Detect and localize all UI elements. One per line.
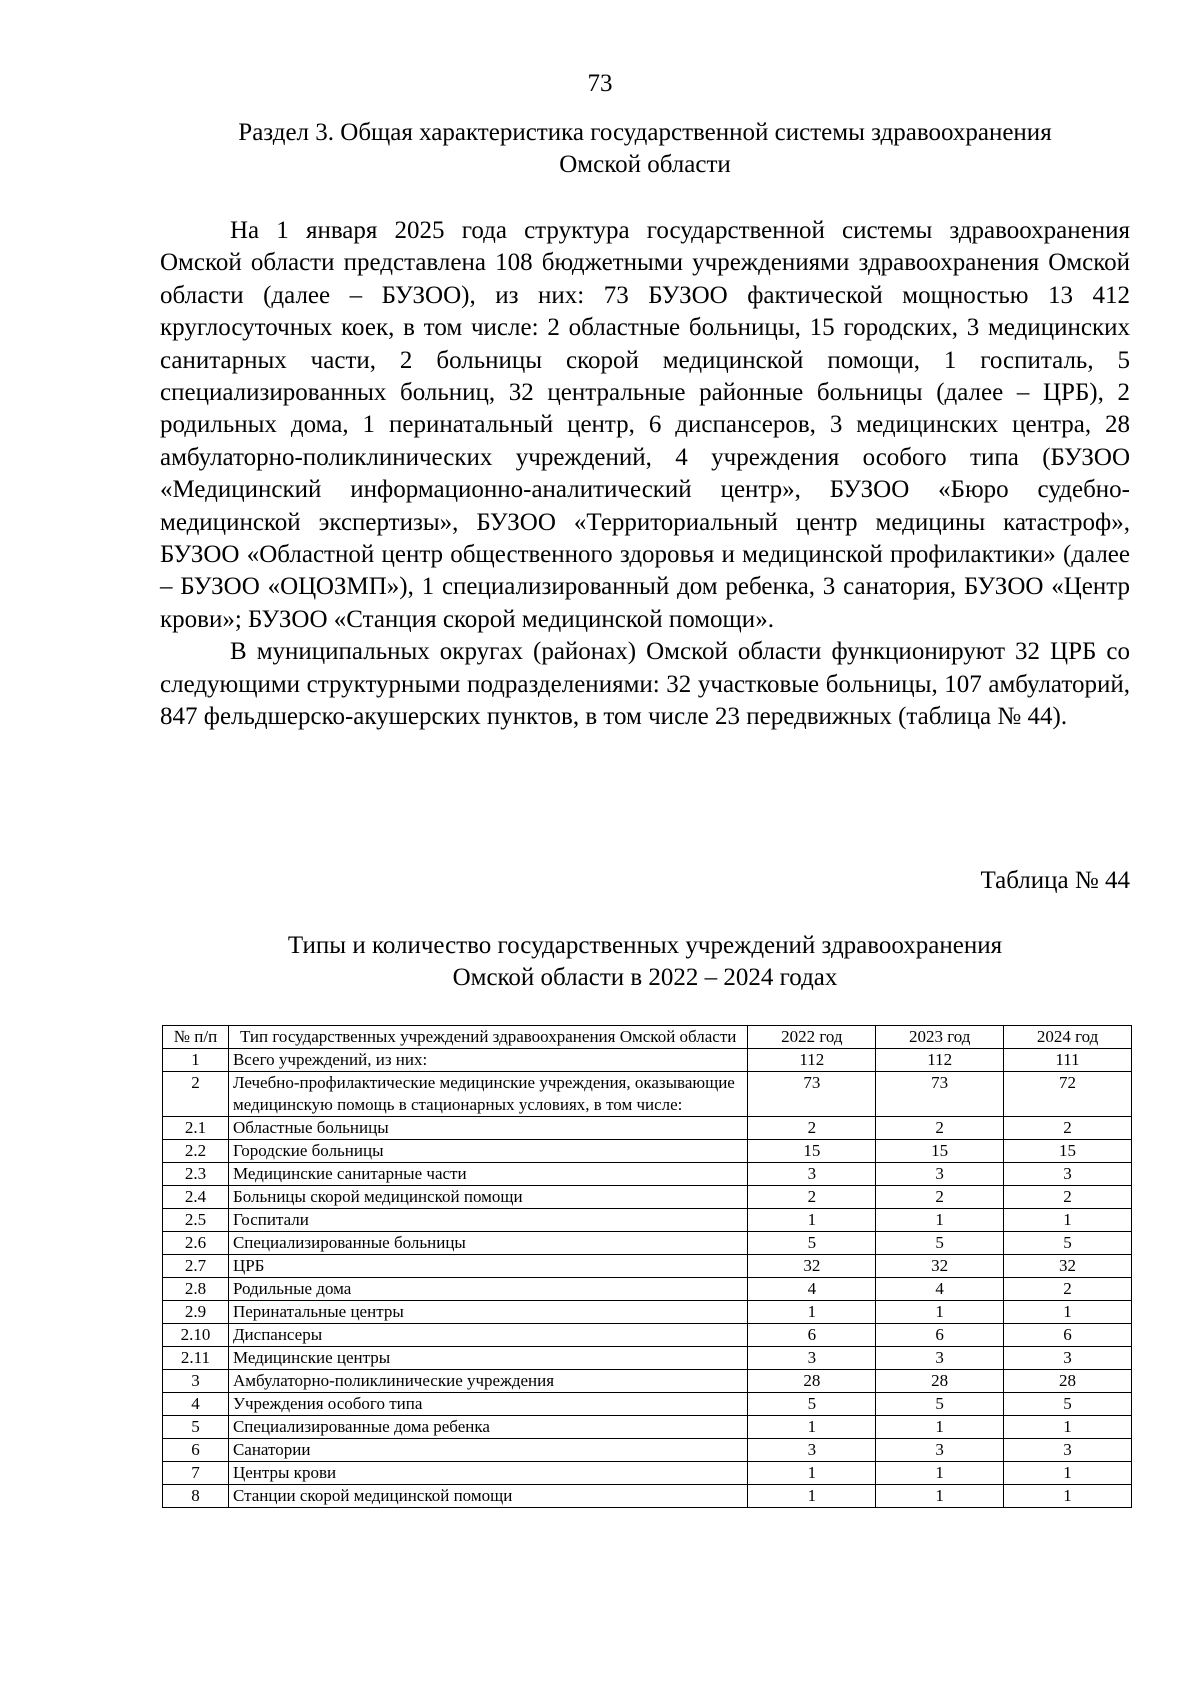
value-2024: 3 bbox=[1004, 1347, 1132, 1370]
table-label: Таблица № 44 bbox=[980, 867, 1130, 894]
table-title bbox=[160, 930, 1130, 994]
value-2022: 3 bbox=[748, 1347, 876, 1370]
table-row bbox=[163, 1186, 1132, 1209]
value-2022: 6 bbox=[748, 1324, 876, 1347]
header-2024: 2024 год bbox=[1004, 1026, 1132, 1049]
value-2024: 2 bbox=[1004, 1278, 1132, 1301]
paragraph-2: В муниципальных округах (районах) Омской области функционируют 32 ЦРБ со следующими структурными подразделениями: 32 участковые больницы, 107 амбулаторий, 847 фельдшерско-акушерских пунктов, в том числе 23 передвижных (таблица № 44). bbox=[160, 638, 1130, 731]
value-2022: 1 bbox=[748, 1485, 876, 1508]
value-2022: 2 bbox=[748, 1186, 876, 1209]
value-2022: 32 bbox=[748, 1255, 876, 1278]
value-2024: 1 bbox=[1004, 1485, 1132, 1508]
value-2024: 1 bbox=[1004, 1209, 1132, 1232]
value-2022: 73 bbox=[748, 1072, 876, 1117]
value-2024: 1 bbox=[1004, 1301, 1132, 1324]
table-row bbox=[163, 1140, 1132, 1163]
row-number: 5 bbox=[163, 1416, 229, 1439]
row-number: 2.9 bbox=[163, 1301, 229, 1324]
row-type-name: Родильные дома bbox=[228, 1278, 747, 1301]
section-title-line2: Омской области bbox=[559, 151, 731, 178]
institutions-table bbox=[162, 1025, 1132, 1508]
table-row bbox=[163, 1163, 1132, 1186]
value-2023: 5 bbox=[876, 1393, 1004, 1416]
value-2023: 5 bbox=[876, 1232, 1004, 1255]
body-text bbox=[160, 215, 1130, 734]
table-row bbox=[163, 1278, 1132, 1301]
value-2024: 15 bbox=[1004, 1140, 1132, 1163]
value-2022: 4 bbox=[748, 1278, 876, 1301]
row-number: 2.5 bbox=[163, 1209, 229, 1232]
table-row bbox=[163, 1072, 1132, 1117]
value-2024: 6 bbox=[1004, 1324, 1132, 1347]
value-2022: 3 bbox=[748, 1439, 876, 1462]
value-2023: 73 bbox=[876, 1072, 1004, 1117]
value-2024: 1 bbox=[1004, 1416, 1132, 1439]
row-type-name: Больницы скорой медицинской помощи bbox=[228, 1186, 747, 1209]
value-2024: 2 bbox=[1004, 1117, 1132, 1140]
value-2022: 3 bbox=[748, 1163, 876, 1186]
value-2022: 5 bbox=[748, 1393, 876, 1416]
row-number: 2.1 bbox=[163, 1117, 229, 1140]
value-2023: 3 bbox=[876, 1163, 1004, 1186]
value-2024: 3 bbox=[1004, 1439, 1132, 1462]
table-row bbox=[163, 1232, 1132, 1255]
row-number: 2 bbox=[163, 1072, 229, 1117]
value-2022: 5 bbox=[748, 1232, 876, 1255]
table-row bbox=[163, 1439, 1132, 1462]
row-type-name: Специализированные больницы bbox=[228, 1232, 747, 1255]
value-2023: 1 bbox=[876, 1301, 1004, 1324]
row-type-name: Перинатальные центры bbox=[228, 1301, 747, 1324]
value-2024: 32 bbox=[1004, 1255, 1132, 1278]
table-row bbox=[163, 1485, 1132, 1508]
row-number: 2.7 bbox=[163, 1255, 229, 1278]
table-row bbox=[163, 1370, 1132, 1393]
header-2023: 2023 год bbox=[876, 1026, 1004, 1049]
value-2024: 28 bbox=[1004, 1370, 1132, 1393]
row-number: 8 bbox=[163, 1485, 229, 1508]
row-number: 2.10 bbox=[163, 1324, 229, 1347]
section-title bbox=[160, 117, 1130, 181]
table-title-line2: Омской области в 2022 – 2024 годах bbox=[452, 964, 838, 991]
table-row bbox=[163, 1462, 1132, 1485]
row-type-name: Медицинские санитарные части bbox=[228, 1163, 747, 1186]
row-type-name: Госпитали bbox=[228, 1209, 747, 1232]
value-2022: 1 bbox=[748, 1301, 876, 1324]
table-row bbox=[163, 1301, 1132, 1324]
row-number: 7 bbox=[163, 1462, 229, 1485]
value-2023: 6 bbox=[876, 1324, 1004, 1347]
value-2022: 1 bbox=[748, 1416, 876, 1439]
value-2024: 2 bbox=[1004, 1186, 1132, 1209]
row-number: 2.2 bbox=[163, 1140, 229, 1163]
table-title-line1: Типы и количество государственных учреждений здравоохранения bbox=[287, 932, 1003, 959]
row-type-name: Областные больницы bbox=[228, 1117, 747, 1140]
value-2023: 1 bbox=[876, 1209, 1004, 1232]
paragraph-1: На 1 января 2025 года структура государственной системы здравоохранения Омской области представлена 108 бюджетными учреждениями здравоохранения Омской области (далее – БУЗОО), из них: 73 БУЗОО фактической мощностью 13 412 круглосуточных коек, в том числе: 2 областные больницы, 15 городских, 3 медицинских санитарных части, 2 больницы скорой медицинской помощи, 1 госпиталь, 5 специализированных больниц, 32 центральные районные больницы (далее – ЦРБ), 2 родильных дома, 1 перинатальный центр, 6 диспансеров, 3 медицинских центра, 28 амбулаторно-поликлинических учреждений, 4 учреждения особого типа (БУЗОО «Медицинский информационно-аналитический центр», БУЗОО «Бюро судебно-медицинской экспертизы», БУЗОО «Территориальный центр медицины катастроф», БУЗОО «Областной центр общественного здоровья и медицинской профилактики» (далее – БУЗОО «ОЦОЗМП»), 1 специализированный дом ребенка, 3 санатория, БУЗОО «Центр крови»; БУЗОО «Станция скорой медицинской помощи». bbox=[160, 217, 1130, 633]
row-type-name: Центры крови bbox=[228, 1462, 747, 1485]
table-row bbox=[163, 1117, 1132, 1140]
value-2023: 3 bbox=[876, 1439, 1004, 1462]
value-2023: 1 bbox=[876, 1485, 1004, 1508]
section-title-line1: Раздел 3. Общая характеристика государственной системы здравоохранения bbox=[238, 119, 1052, 146]
value-2022: 1 bbox=[748, 1462, 876, 1485]
value-2022: 1 bbox=[748, 1209, 876, 1232]
value-2022: 2 bbox=[748, 1117, 876, 1140]
row-type-name: Диспансеры bbox=[228, 1324, 747, 1347]
value-2024: 5 bbox=[1004, 1393, 1132, 1416]
row-number: 4 bbox=[163, 1393, 229, 1416]
table-row bbox=[163, 1347, 1132, 1370]
row-type-name: Лечебно-профилактические медицинские учреждения, оказывающие медицинскую помощь в стационарных условиях, в том числе: bbox=[228, 1072, 747, 1117]
table-row bbox=[163, 1209, 1132, 1232]
row-type-name: Санатории bbox=[228, 1439, 747, 1462]
row-number: 2.6 bbox=[163, 1232, 229, 1255]
value-2023: 112 bbox=[876, 1049, 1004, 1072]
value-2023: 28 bbox=[876, 1370, 1004, 1393]
value-2022: 28 bbox=[748, 1370, 876, 1393]
value-2024: 72 bbox=[1004, 1072, 1132, 1117]
value-2023: 1 bbox=[876, 1416, 1004, 1439]
value-2022: 112 bbox=[748, 1049, 876, 1072]
value-2024: 1 bbox=[1004, 1462, 1132, 1485]
row-type-name: Учреждения особого типа bbox=[228, 1393, 747, 1416]
value-2023: 4 bbox=[876, 1278, 1004, 1301]
row-type-name: Станции скорой медицинской помощи bbox=[228, 1485, 747, 1508]
value-2023: 32 bbox=[876, 1255, 1004, 1278]
row-number: 2.11 bbox=[163, 1347, 229, 1370]
row-type-name: Амбулаторно-поликлинические учреждения bbox=[228, 1370, 747, 1393]
table-row bbox=[163, 1393, 1132, 1416]
row-type-name: Городские больницы bbox=[228, 1140, 747, 1163]
value-2024: 5 bbox=[1004, 1232, 1132, 1255]
value-2024: 111 bbox=[1004, 1049, 1132, 1072]
value-2023: 15 bbox=[876, 1140, 1004, 1163]
row-type-name: ЦРБ bbox=[228, 1255, 747, 1278]
value-2022: 15 bbox=[748, 1140, 876, 1163]
value-2023: 2 bbox=[876, 1186, 1004, 1209]
header-2022: 2022 год bbox=[748, 1026, 876, 1049]
row-number: 2.4 bbox=[163, 1186, 229, 1209]
row-type-name: Всего учреждений, из них: bbox=[228, 1049, 747, 1072]
header-type: Тип государственных учреждений здравоохранения Омской области bbox=[228, 1026, 747, 1049]
header-num: № п/п bbox=[163, 1026, 229, 1049]
row-number: 1 bbox=[163, 1049, 229, 1072]
row-number: 2.8 bbox=[163, 1278, 229, 1301]
row-type-name: Специализированные дома ребенка bbox=[228, 1416, 747, 1439]
page-number: 73 bbox=[587, 70, 613, 97]
value-2024: 3 bbox=[1004, 1163, 1132, 1186]
row-number: 6 bbox=[163, 1439, 229, 1462]
value-2023: 1 bbox=[876, 1462, 1004, 1485]
table-header-row bbox=[163, 1026, 1132, 1049]
value-2023: 3 bbox=[876, 1347, 1004, 1370]
table-row bbox=[163, 1255, 1132, 1278]
row-number: 3 bbox=[163, 1370, 229, 1393]
value-2023: 2 bbox=[876, 1117, 1004, 1140]
table-row bbox=[163, 1416, 1132, 1439]
row-number: 2.3 bbox=[163, 1163, 229, 1186]
row-type-name: Медицинские центры bbox=[228, 1347, 747, 1370]
table-row bbox=[163, 1324, 1132, 1347]
table-row bbox=[163, 1049, 1132, 1072]
